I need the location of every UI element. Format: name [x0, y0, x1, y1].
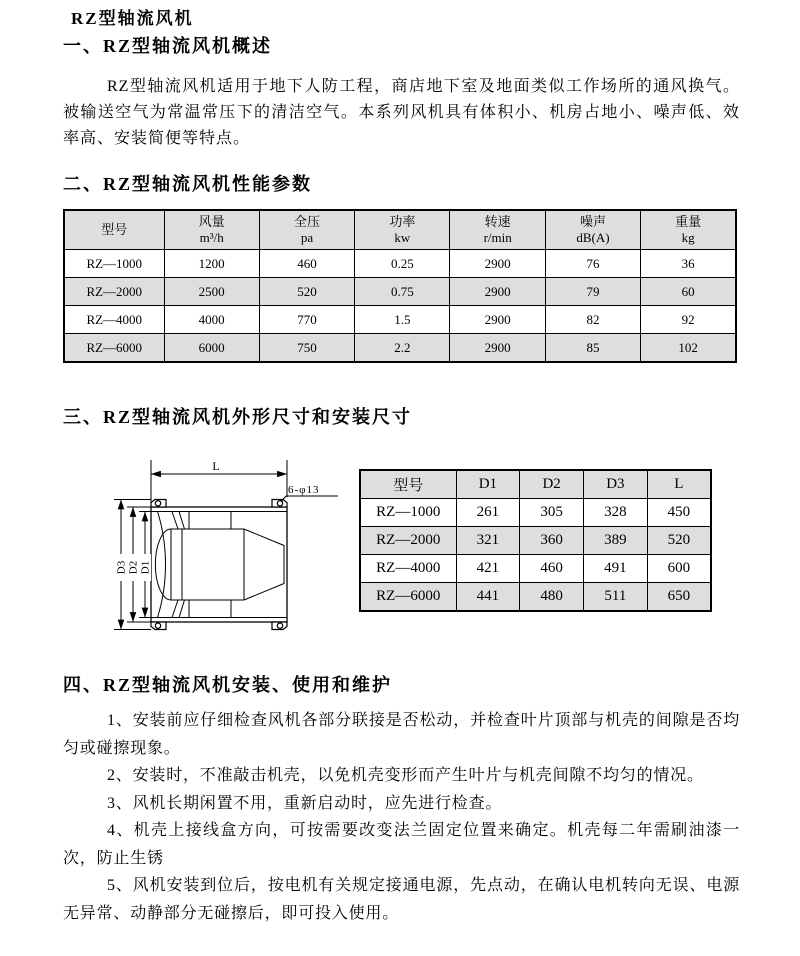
- column-header: 重量 kg: [641, 210, 736, 250]
- support-struts: [189, 512, 231, 618]
- section-1-paragraph: RZ型轴流风机适用于地下人防工程，商店地下室及地面类似工作场所的通风换气。被输送空气为常温常压下的清洁空气。本系列风机具有体积小、机房占地小、噪声低、效率高、安装简便等特点。: [63, 78, 740, 147]
- bolt-hole-bottom-left: [155, 623, 160, 628]
- performance-table-header-row: [64, 210, 736, 250]
- table-cell: 328: [584, 499, 648, 527]
- table-cell: 460: [259, 250, 354, 278]
- holes-label: 6-φ13: [288, 484, 320, 496]
- section-2-heading: 二、RZ型轴流风机性能参数: [63, 174, 313, 194]
- table-row: [360, 499, 711, 527]
- table-cell: RZ—1000: [360, 499, 456, 527]
- table-cell: 36: [641, 250, 736, 278]
- column-header: 风量 m³/h: [164, 210, 259, 250]
- table-cell: 389: [584, 527, 648, 555]
- table-cell: 2.2: [355, 334, 450, 363]
- bolt-hole-top-left: [155, 501, 160, 506]
- table-row: [64, 278, 736, 306]
- table-cell: 1.5: [355, 306, 450, 334]
- table-cell: 750: [259, 334, 354, 363]
- inlet-bellmouth-bottom: [158, 565, 166, 618]
- table-row: [64, 306, 736, 334]
- table-cell: 441: [456, 583, 520, 612]
- column-header: D2: [520, 470, 584, 499]
- table-cell: 92: [641, 306, 736, 334]
- column-header: D1: [456, 470, 520, 499]
- column-header: 功率 kw: [355, 210, 450, 250]
- table-cell: 511: [584, 583, 648, 612]
- maintenance-item-3: 3、风机长期闲置不用，重新启动时，应先进行检查。: [107, 794, 503, 812]
- table-cell: 450: [647, 499, 711, 527]
- table-row: [360, 555, 711, 583]
- column-header: 型号: [360, 470, 456, 499]
- table-cell: 421: [456, 555, 520, 583]
- table-cell: RZ—6000: [360, 583, 456, 612]
- column-header: 转速 r/min: [450, 210, 545, 250]
- inlet-bellmouth-top: [158, 512, 166, 565]
- table-cell: 2900: [450, 334, 545, 363]
- table-row: [360, 583, 711, 612]
- section-1-heading: 一、RZ型轴流风机概述: [63, 36, 273, 56]
- table-cell: 82: [545, 306, 640, 334]
- table-cell: RZ—4000: [360, 555, 456, 583]
- table-cell: 480: [520, 583, 584, 612]
- fan-dimension-drawing: [85, 447, 347, 647]
- column-header: 型号: [64, 210, 164, 250]
- table-cell: 2900: [450, 250, 545, 278]
- section-4-list: [63, 707, 740, 927]
- maintenance-item-5: 5、风机安装到位后，按电机有关规定接通电源，先点动，在确认电机转向无误、电源无异常、动静部分无碰擦后，即可投入使用。: [63, 877, 740, 922]
- dim-label-D1: D1: [139, 560, 152, 575]
- maintenance-item-1: 1、安装前应仔细检查风机各部分联接是否松动，并检查叶片顶部与机壳的间隙是否均匀或碰擦现象。: [63, 712, 740, 757]
- table-cell: 360: [520, 527, 584, 555]
- table-cell: 491: [584, 555, 648, 583]
- table-cell: 770: [259, 306, 354, 334]
- maintenance-item-2: 2、安装时，不准敲击机壳，以免机壳变形而产生叶片与机壳间隙不均匀的情况。: [107, 767, 704, 784]
- table-cell: RZ—4000: [64, 306, 164, 334]
- table-cell: 79: [545, 278, 640, 306]
- section-4-heading: 四、RZ型轴流风机安装、使用和维护: [63, 675, 393, 695]
- table-cell: 1200: [164, 250, 259, 278]
- table-cell: 2900: [450, 278, 545, 306]
- table-cell: 60: [641, 278, 736, 306]
- dim-label-D2: D2: [127, 560, 140, 575]
- table-cell: RZ—2000: [360, 527, 456, 555]
- table-cell: 102: [641, 334, 736, 363]
- document-title: RZ型轴流风机: [71, 9, 194, 28]
- table-cell: 2500: [164, 278, 259, 306]
- bolt-hole-bottom-right: [277, 623, 282, 628]
- table-cell: 321: [456, 527, 520, 555]
- column-header: D3: [584, 470, 648, 499]
- table-cell: 76: [545, 250, 640, 278]
- motor-dome: [155, 529, 171, 600]
- maintenance-item-4: 4、机壳上接线盒方向，可按需要改变法兰固定位置来确定。机壳每二年需刷油漆一次，防止生锈: [63, 822, 740, 867]
- table-cell: 6000: [164, 334, 259, 363]
- column-header: 全压 pa: [259, 210, 354, 250]
- dimension-table-header-row: [360, 470, 711, 499]
- table-cell: 460: [520, 555, 584, 583]
- table-cell: 2900: [450, 306, 545, 334]
- column-header: L: [647, 470, 711, 499]
- column-header: 噪声 dB(A): [545, 210, 640, 250]
- figure-row: [63, 447, 740, 647]
- table-cell: 0.25: [355, 250, 450, 278]
- dimension-table: [359, 469, 712, 612]
- table-cell: 600: [647, 555, 711, 583]
- table-row: [360, 527, 711, 555]
- section-3-heading: 三、RZ型轴流风机外形尺寸和安装尺寸: [63, 407, 413, 427]
- table-cell: 4000: [164, 306, 259, 334]
- table-cell: 85: [545, 334, 640, 363]
- table-cell: 520: [647, 527, 711, 555]
- performance-table: [63, 209, 737, 363]
- table-cell: RZ—1000: [64, 250, 164, 278]
- tail-cone: [244, 529, 284, 600]
- table-cell: 0.75: [355, 278, 450, 306]
- table-row: [64, 250, 736, 278]
- table-cell: 650: [647, 583, 711, 612]
- table-cell: 305: [520, 499, 584, 527]
- dim-label-L: L: [212, 459, 220, 473]
- dim-label-D3: D3: [115, 560, 128, 575]
- table-row: [64, 334, 736, 363]
- table-cell: 261: [456, 499, 520, 527]
- impeller-blades: [172, 512, 185, 618]
- table-cell: RZ—2000: [64, 278, 164, 306]
- table-cell: 520: [259, 278, 354, 306]
- table-cell: RZ—6000: [64, 334, 164, 363]
